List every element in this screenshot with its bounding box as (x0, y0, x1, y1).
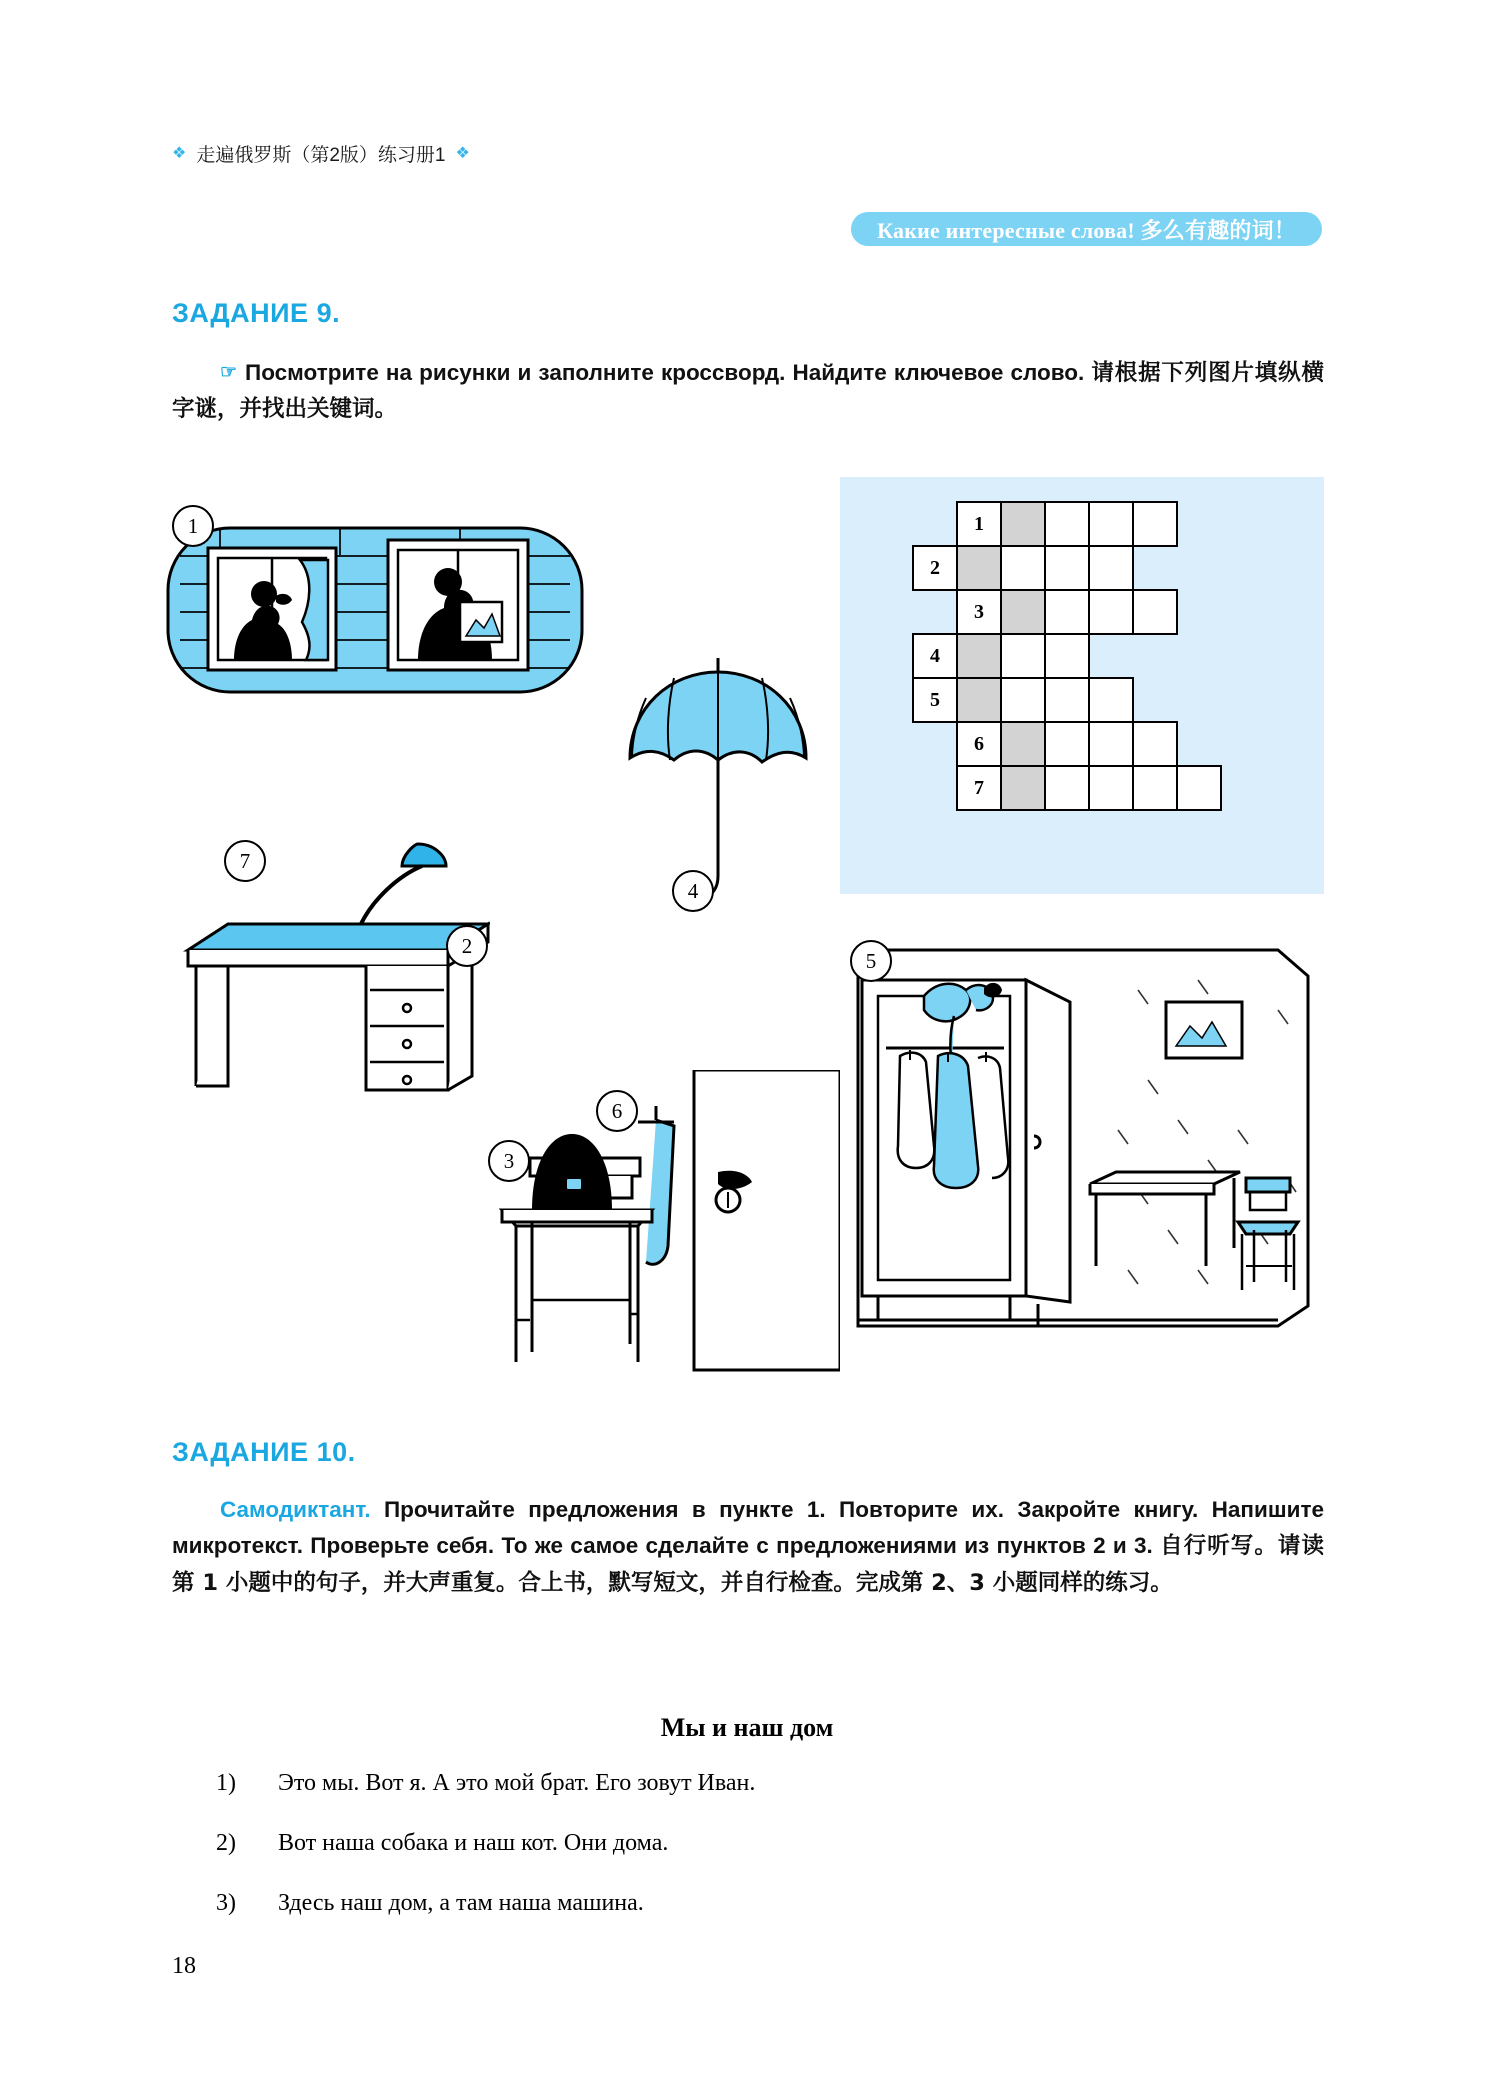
diamond-icon: ❖ (455, 144, 470, 162)
crossword-key-cell[interactable] (956, 545, 1002, 591)
task-9-instruction-ru: Посмотрите на рисунки и заполните кроссворд. Найдите ключевое слово. (245, 360, 1085, 385)
crossword-cell[interactable] (1088, 589, 1134, 635)
crossword-cell[interactable] (1132, 721, 1178, 767)
crossword-spacer (912, 501, 958, 547)
task-10-instruction (172, 1492, 1324, 1601)
callout-3-chair-bag (488, 1140, 530, 1182)
crossword-row-number: 6 (956, 721, 1002, 767)
microtext-title: Мы и наш дом (660, 1713, 834, 1742)
crossword-row-number: 4 (912, 633, 958, 679)
task-10-heading: ЗАДАНИЕ 10. (172, 1437, 356, 1467)
crossword-cell[interactable] (1088, 501, 1134, 547)
crossword-cell[interactable] (1044, 501, 1090, 547)
crossword-row-number: 7 (956, 765, 1002, 811)
task-10-instruction-zh: 自行听写。请读第 1 小题中的句子，并大声重复。合上书，默写短文，并自行检查。完成第 2、3 小题同样的练习。 (172, 1533, 1324, 1596)
crossword-cell[interactable] (1044, 589, 1090, 635)
crossword-key-cell[interactable] (1000, 501, 1046, 547)
crossword-row (912, 545, 1220, 591)
crossword-cell[interactable] (1044, 721, 1090, 767)
crossword-spacer (912, 589, 958, 635)
callout-label: 4 (687, 878, 699, 903)
list-item-marker: 1) (216, 1770, 236, 1796)
crossword-key-cell[interactable] (1000, 765, 1046, 811)
crossword-cell[interactable] (1000, 677, 1046, 723)
illustration-windows (160, 510, 590, 710)
crossword-row-number: 1 (956, 501, 1002, 547)
crossword-row (912, 633, 1220, 679)
list-item-text: Вот наша собака и наш кот. Они дома. (278, 1830, 669, 1856)
list-item (216, 1890, 1316, 1917)
crossword-panel (840, 477, 1324, 894)
section-banner: Какие интересные слова! 多么有趣的词！ (851, 212, 1322, 246)
list-item (216, 1770, 1316, 1797)
crossword-row (912, 501, 1220, 547)
callout-5-wardrobe (850, 940, 892, 982)
crossword-spacer (912, 721, 958, 767)
crossword-cell[interactable] (1000, 545, 1046, 591)
task-9-instruction (172, 355, 1324, 428)
crossword-spacer (912, 765, 958, 811)
illustration-chair-bag-door (480, 1070, 840, 1390)
task-9-heading: ЗАДАНИЕ 9. (172, 298, 341, 328)
list-item-marker: 2) (216, 1830, 236, 1856)
callout-6-folded-umbrella (596, 1090, 638, 1132)
crossword-cell[interactable] (1000, 633, 1046, 679)
diamond-icon: ❖ (172, 144, 187, 162)
crossword-row-number: 3 (956, 589, 1002, 635)
callout-label: 2 (461, 933, 473, 958)
crossword-row-number: 5 (912, 677, 958, 723)
crossword-cell[interactable] (1044, 545, 1090, 591)
crossword-cell[interactable] (1044, 677, 1090, 723)
task-10-instruction-ru: Прочитайте предложения в пункте 1. Повторите их. Закройте книгу. Напишите микротекст. Проверьте себя. То же самое сделайте с предложениями из пунктов 2 и 3. (172, 1497, 1324, 1559)
list-item-text: Это мы. Вот я. А это мой брат. Его зовут Иван. (278, 1770, 756, 1796)
crossword-cell[interactable] (1132, 589, 1178, 635)
illustration-umbrella-open (612, 650, 822, 920)
crossword-row (912, 721, 1220, 767)
crossword-key-cell[interactable] (956, 633, 1002, 679)
crossword-cell[interactable] (1132, 501, 1178, 547)
crossword-cell[interactable] (1044, 765, 1090, 811)
illustration-wardrobe-room (838, 930, 1318, 1370)
crossword-cell[interactable] (1088, 765, 1134, 811)
crossword-key-cell[interactable] (1000, 721, 1046, 767)
pointing-hand-icon: ☞ (220, 362, 238, 383)
callout-label: 6 (611, 1098, 623, 1123)
crossword-row-number: 2 (912, 545, 958, 591)
crossword-cell[interactable] (1088, 545, 1134, 591)
callout-label: 5 (865, 948, 877, 973)
callout-1-windows (172, 505, 214, 547)
callout-4-umbrella (672, 870, 714, 912)
crossword-cell[interactable] (1044, 633, 1090, 679)
callout-2-desk (446, 925, 488, 967)
crossword-cell[interactable] (1088, 721, 1134, 767)
crossword-cell[interactable] (1176, 765, 1222, 811)
crossword-row (912, 677, 1220, 723)
crossword-row (912, 765, 1220, 811)
page-number: 18 (172, 1953, 196, 1979)
running-head-text: 走遍俄罗斯（第2版）练习册1 (196, 145, 446, 166)
crossword-key-cell[interactable] (956, 677, 1002, 723)
task-10-lead: Самодиктант. (220, 1497, 371, 1522)
callout-7-lamp (224, 840, 266, 882)
callout-label: 7 (239, 848, 251, 873)
crossword-cell[interactable] (1088, 677, 1134, 723)
illustration-desk-lamp (170, 810, 490, 1140)
task-9-instruction-zh: 请根据下列图片填纵横字谜，并找出关键词。 (172, 360, 1324, 423)
list-item-marker: 3) (216, 1890, 236, 1916)
crossword-cell[interactable] (1132, 765, 1178, 811)
crossword-row (912, 589, 1220, 635)
list-item (216, 1830, 1316, 1857)
microtext-list (216, 1770, 1316, 1950)
list-item-text: Здесь наш дом, а там наша машина. (278, 1890, 644, 1916)
crossword-key-cell[interactable] (1000, 589, 1046, 635)
crossword-grid[interactable] (912, 501, 1220, 809)
callout-label: 1 (187, 513, 199, 538)
callout-label: 3 (503, 1148, 515, 1173)
running-head (172, 140, 470, 167)
